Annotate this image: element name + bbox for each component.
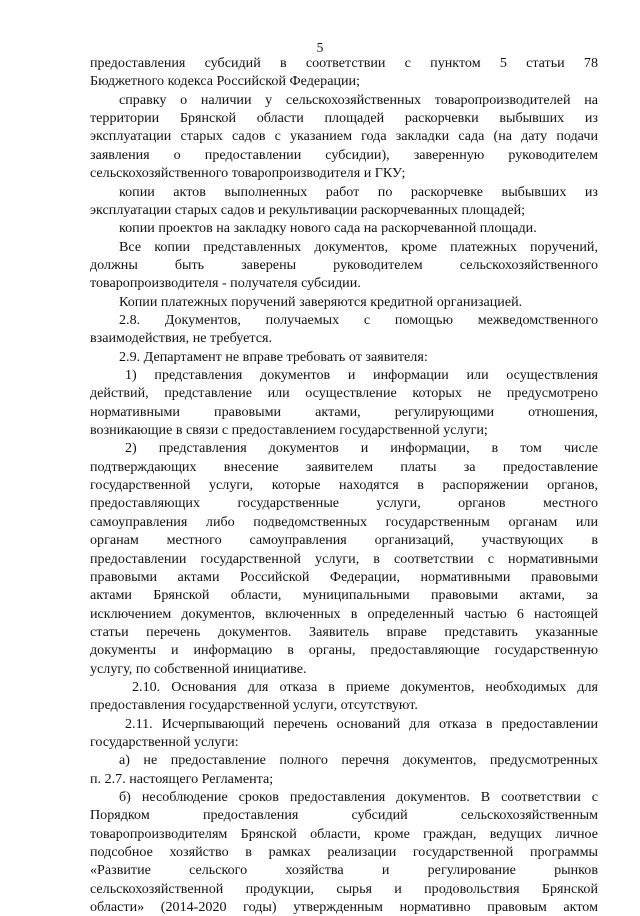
text-line: Порядком предоставления субсидий сельскохозяйственным (90, 807, 598, 824)
text-line: Бюджетного кодекса Российской Федерации; (90, 73, 360, 90)
text-line: органам местного самоуправления организаций, участвующих в (90, 532, 598, 549)
text-line: Все копии представленных документов, кроме платежных поручений, (119, 238, 598, 255)
text-line: эксплуатации старых садов с указанием года закладки сада (на дату подачи (90, 128, 598, 145)
text-line: территории Брянской области площадей раскорчевки выбывших из (90, 110, 598, 127)
page-number: 5 (316, 40, 324, 55)
text-line: 1) представления документов и информации или осуществления (125, 367, 598, 383)
text-line: 2.10. Основания для отказа в приеме документов, необходимых для (132, 678, 598, 695)
text-line: копии актов выполненных работ по раскорчевке выбывших из (119, 183, 598, 200)
text-line: должны быть заверены руководителем сельскохозяйственного (90, 256, 598, 273)
text-line: б) несоблюдение сроков предоставления документов. В соответствии с (119, 789, 598, 805)
text-line: 2.9. Департамент не вправе требовать от заявителя: (119, 348, 428, 365)
text-line: взаимодействия, не требуется. (90, 330, 272, 347)
text-line: эксплуатации старых садов и рекультивации раскорчеванных площадей; (90, 201, 526, 218)
text-line: 2) представления документов и информации, в том числе (125, 440, 598, 457)
text-line: предоставления субсидий в соответствии с пунктом 5 статьи 78 (90, 55, 598, 71)
text-line: «Развитие сельского хозяйства и регулирование рынков (90, 862, 598, 879)
text-line: сельскохозяйственной продукции, сырья и продовольствия Брянской (90, 880, 598, 897)
text-line: товаропроизводителя - получателя субсидии. (90, 275, 361, 292)
text-line: возникающие в связи с предоставлением государственной услуги; (90, 422, 488, 438)
text-line: актами Брянской области, муниципальными правовыми актами, за (90, 587, 598, 604)
text-line: предоставления государственной услуги, отсутствуют. (90, 697, 418, 714)
text-line: сельскохозяйственного товаропроизводителя и ГКУ; (90, 165, 406, 182)
text-line: статьи перечень документов. Заявитель вправе представить указанные (90, 623, 598, 640)
text-line: заявления о предоставлении субсидии), заверенную руководителем (90, 146, 598, 163)
text-line: действий, представление или осуществление которых не предусмотрено (90, 385, 598, 402)
text-line: правовыми актами Российской Федерации, нормативными правовыми (90, 568, 598, 585)
text-line: п. 2.7. настоящего Регламента; (90, 770, 274, 787)
text-line: 2.8. Документов, получаемых с помощью межведомственного (119, 311, 598, 328)
text-line: самоуправления либо подведомственных государственным органам или (90, 513, 598, 530)
text-line: государственной услуги, которые находятся в распоряжении органов, (90, 477, 598, 494)
text-line: услугу, по собственной инициативе. (90, 660, 307, 677)
text-line: подтверждающих внесение заявителем платы за предоставление (90, 458, 598, 475)
text-line: исключением документов, включенных в определенный частью 6 настоящей (90, 605, 598, 622)
text-line: справку о наличии у сельскохозяйственных товаропроизводителей на (119, 91, 598, 108)
text-line: 2.11. Исчерпывающий перечень оснований для отказа в предоставлении (125, 715, 598, 732)
text-line: товаропроизводителям Брянской области, кроме граждан, ведущих личное (90, 825, 598, 842)
text-line: копии проектов на закладку нового сада на раскорчеванной площади. (119, 220, 537, 237)
text-line: области» (2014-2020 годы) утвержденным нормативно правовым актом (90, 899, 598, 916)
text-line: государственной услуги: (90, 734, 239, 750)
text-line: Копии платежных поручений заверяются кредитной организацией. (119, 293, 523, 310)
text-line: подсобное хозяйство в рамках реализации государственной программы (90, 844, 598, 861)
text-line: документы и информацию в органы, предоставляющие государственную (90, 642, 598, 659)
text-line: предоставляющих государственные услуги, органов местного (90, 495, 598, 512)
text-line: нормативными правовыми актами, регулирующими отношения, (90, 403, 598, 420)
text-line: а) не предоставление полного перечня документов, предусмотренных (119, 752, 598, 769)
text-line: предоставлении государственной услуги, в соответствии с нормативными (90, 550, 598, 567)
